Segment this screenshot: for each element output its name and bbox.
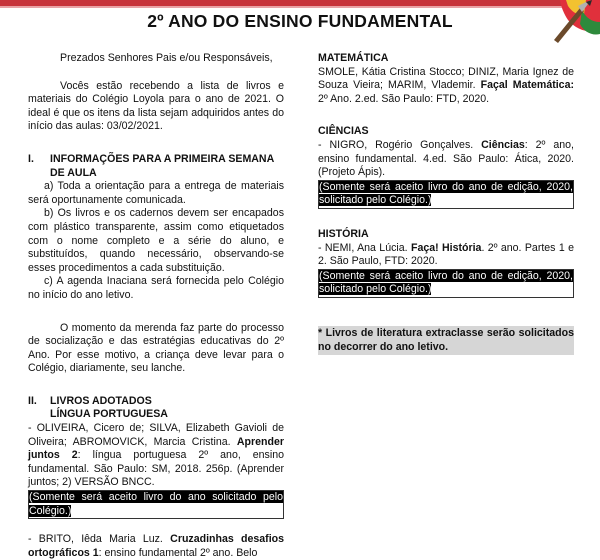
history-note: (Somente será aceito livro do ano de edição, 2020, solicitado pelo Colégio.) (319, 269, 573, 296)
book-1-authors: - OLIVEIRA, Cicero de; SILVA, Elizabeth Gavioli de Oliveira; ABROMOVICK, Marcia Cristina. (28, 422, 284, 448)
science-authors: - NIGRO, Rogério Gonçalves. (318, 138, 474, 151)
section-2-heading (28, 395, 284, 409)
section-2-number: II. (28, 394, 37, 407)
history-details: . 2º ano. Partes 1 e 2. São Paulo, FTD: 2020. (318, 241, 574, 268)
page-title: 2º ANO DO ENSINO FUNDAMENTAL (147, 11, 453, 31)
math-heading (318, 52, 574, 66)
portuguese-heading (28, 408, 284, 422)
science-subject: CIÊNCIAS (318, 125, 369, 138)
book-2-details: : ensino fundamental 2º ano. Belo (98, 546, 258, 559)
book-1-title: Aprender juntos 2 (28, 435, 284, 462)
science-note: (Somente será aceito livro do ano de edição, 2020, solicitado pelo Colégio.) (319, 180, 573, 207)
history-book (318, 242, 574, 269)
info-item-c: c) A agenda Inaciana será fornecida pelo Colégio no início do ano letivo. (28, 275, 284, 301)
merenda-paragraph: O momento da merenda faz parte do processo de socialização e das estratégias educativas do 2º Ano. Por esse motivo, a criança deve levar para o Colégio, diariamente, seu lanche. (28, 321, 284, 375)
science-heading (318, 125, 574, 139)
top-accent-shade (0, 6, 600, 8)
info-item-b: b) Os livros e os cadernos devem ser encapados com plástico transparente, assim como etiquetados com o nome completo e a série do aluno, e substituídos, quando necessário, observando-se esses procedimentos a cada substituição. (28, 207, 284, 274)
math-book (318, 66, 574, 107)
history-subject: HISTÓRIA (318, 227, 369, 240)
science-details: : 2º ano, ensino fundamental. 4.ed. São Paulo: Ática, 2020. (Projeto Ápis). (318, 138, 574, 179)
portuguese-book-1 (28, 422, 284, 490)
book-1-details: : língua portuguesa 2º ano, ensino fundamental. São Paulo: SM, 2018. 256p. (Aprender juntos; 2) VERSÃO BNCC. (28, 449, 284, 489)
section-1-number: I. (28, 152, 34, 165)
math-title: Façal Matemática: (480, 79, 574, 92)
math-subject: MATEMÁTICA (318, 52, 389, 64)
section-1-heading (28, 153, 284, 180)
intro-paragraph: Vocês estão recebendo a lista de livros e materiais do Colégio Loyola para o ano de 2021. O ideal é que os itens da lista sejam adquiridos antes do início das aulas: 03/02/2021. (28, 79, 284, 133)
math-authors: SMOLE, Kátia Cristina Stocco; DINIZ, Maria Ignez de Souza Vieira; MARIM, Vlademir. (318, 65, 574, 92)
portuguese-book-2 (28, 533, 284, 560)
section-1-title: INFORMAÇÕES PARA A PRIMEIRA SEMANA DE AULA (50, 152, 274, 179)
history-heading (318, 228, 574, 242)
right-column (318, 52, 574, 355)
greeting: Prezados Senhores Pais e/ou Responsáveis, (60, 52, 273, 64)
science-book (318, 139, 574, 180)
history-title: Faça! História (410, 241, 482, 254)
section-2-title: LIVROS ADOTADOS (50, 394, 152, 407)
science-title: Ciências (481, 138, 525, 151)
book-2-title: Cruzadinhas desafios ortográficos 1 (28, 533, 284, 559)
math-details: 2º Ano. 2.ed. São Paulo: FTD, 2020. (318, 92, 490, 105)
portuguese-subject: LÍNGUA PORTUGUESA (50, 408, 168, 421)
book-1-note: (Somente será aceito livro do ano solicitado pelo Colégio.) (29, 491, 283, 517)
book-2-authors: - BRITO, Iêda Maria Luz. (28, 533, 163, 546)
history-authors: - NEMI, Ana Lúcia. (318, 241, 408, 254)
literature-note: * Livros de literatura extraclasse serão solicitados no decorrer do ano letivo. (318, 326, 574, 355)
left-column (28, 52, 284, 560)
info-item-a: a) Toda a orientação para a entrega de materiais será oportunamente comunicada. (28, 180, 284, 206)
